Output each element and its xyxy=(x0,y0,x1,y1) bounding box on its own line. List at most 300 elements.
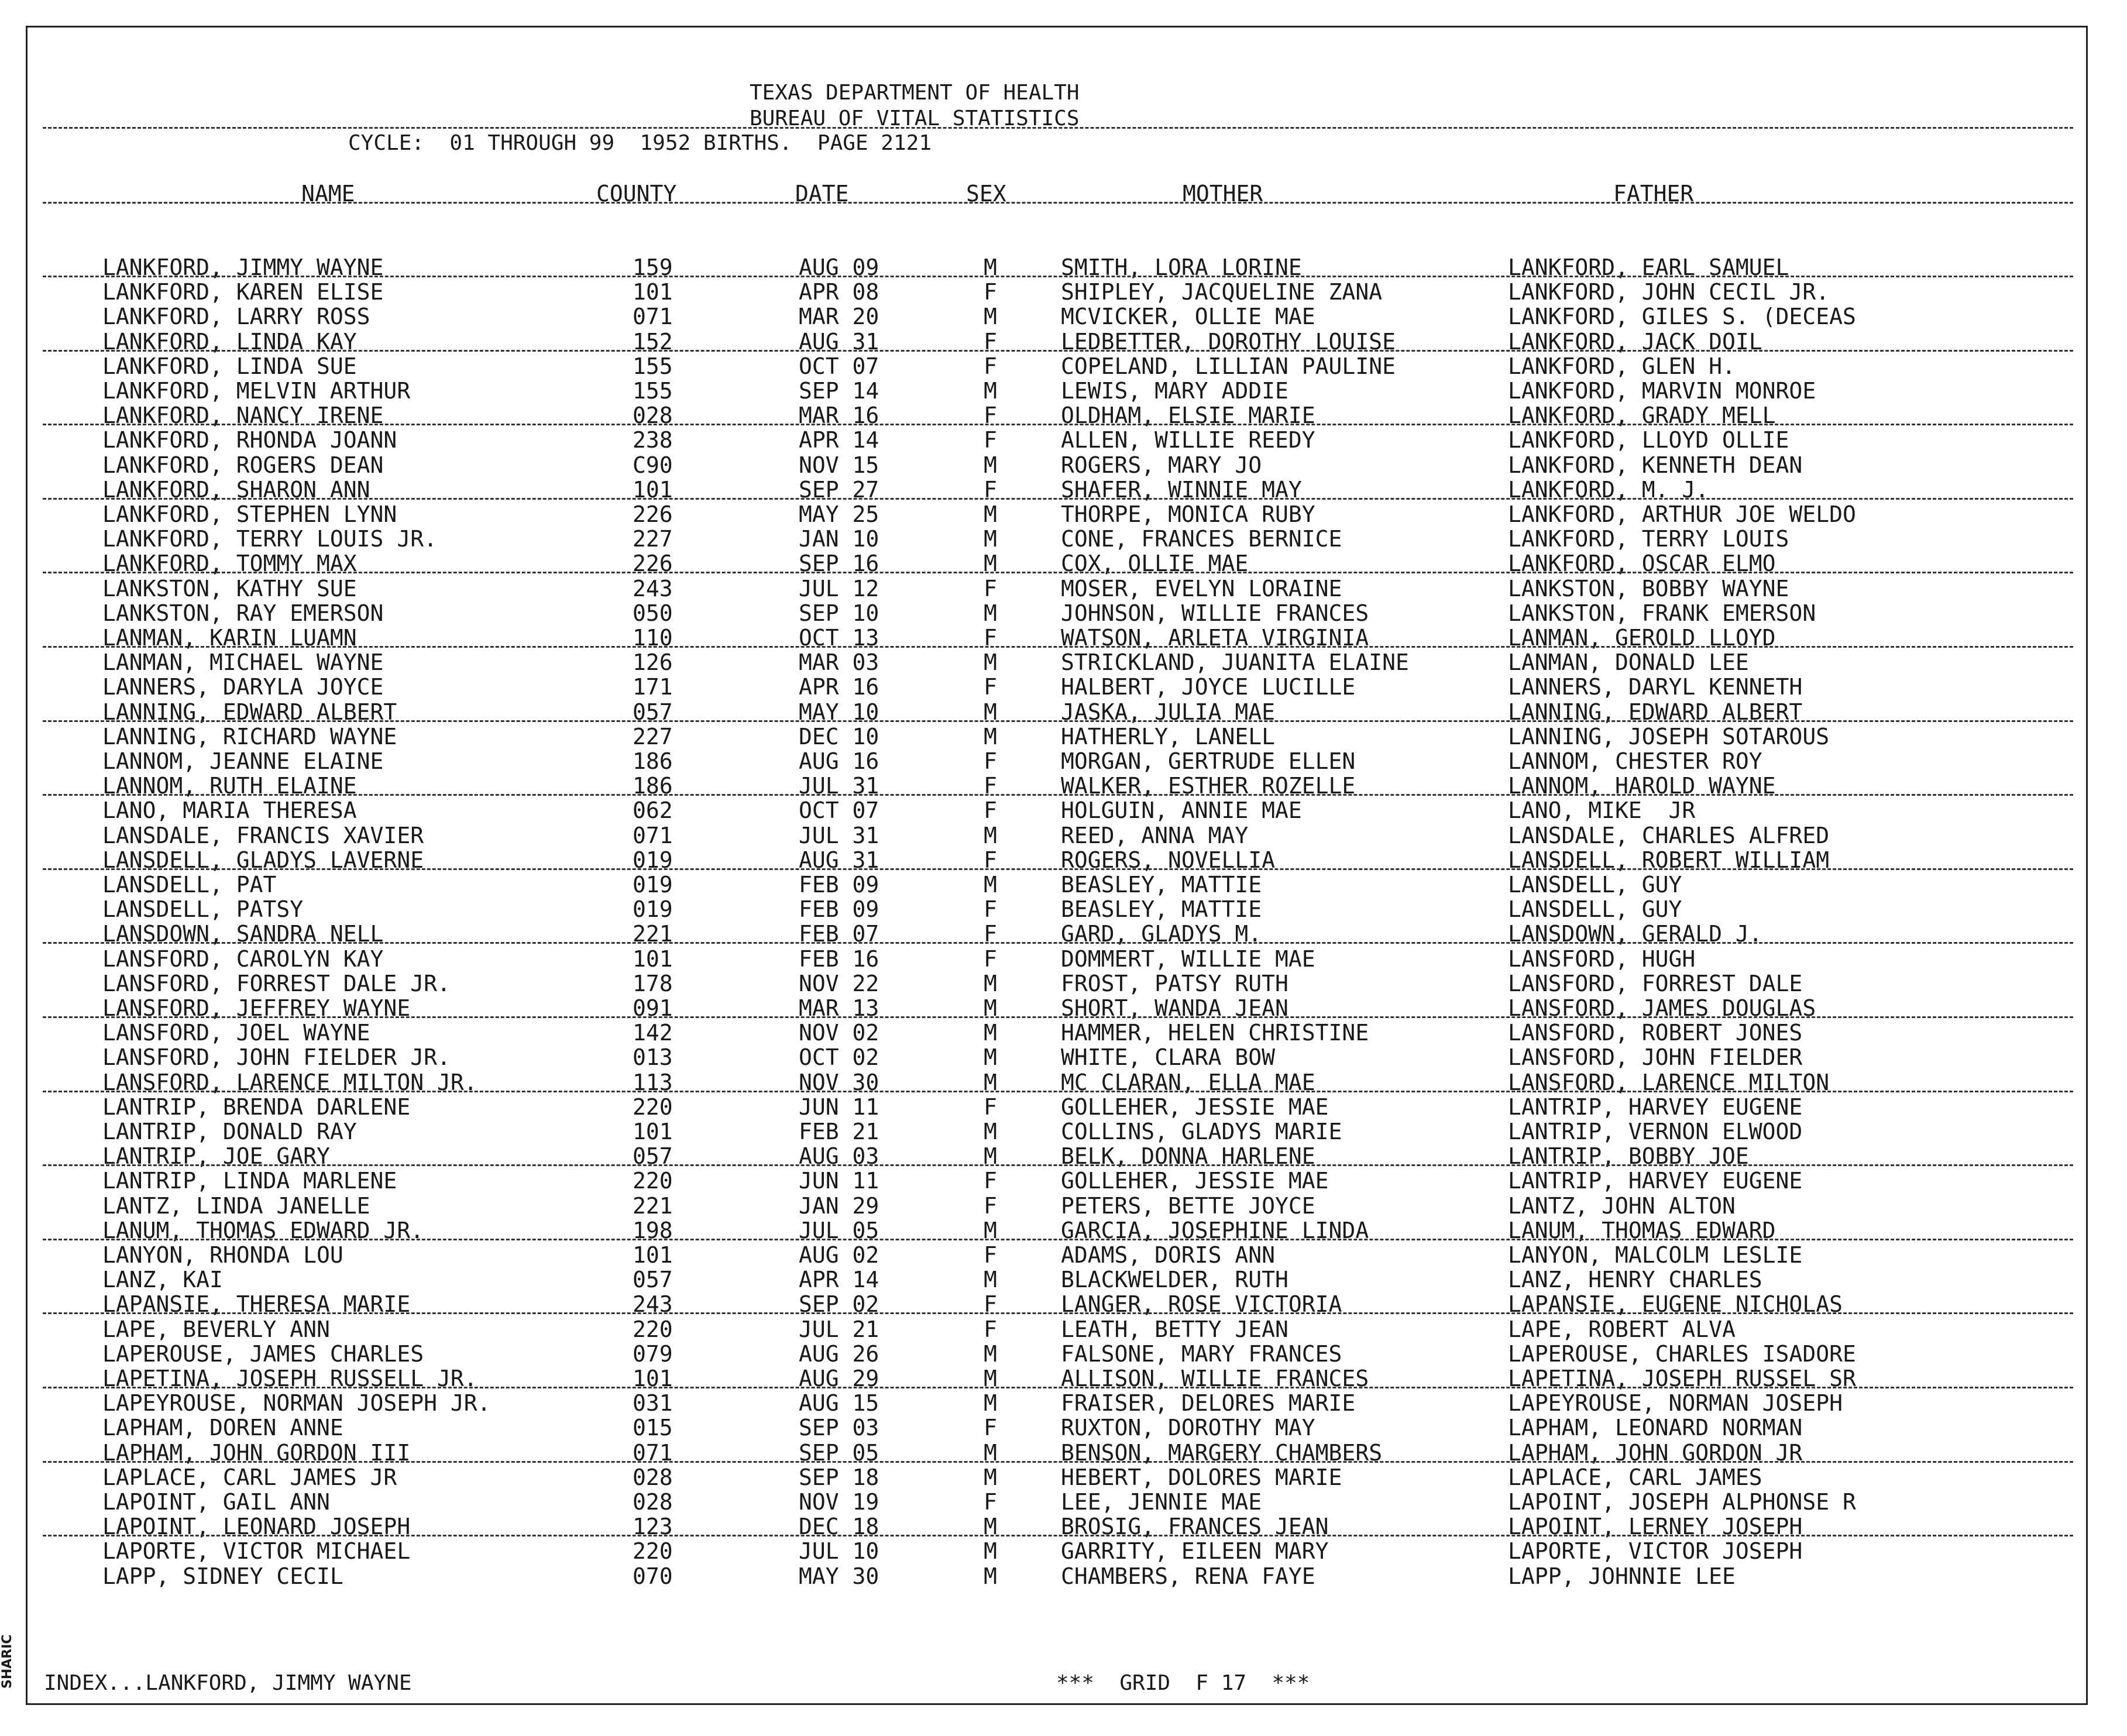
col-header-county: COUNTY xyxy=(596,181,677,207)
cell-sex: M xyxy=(984,724,997,750)
cell-county: 057 xyxy=(633,1143,673,1169)
cell-mother: DOMMERT, WILLIE MAE xyxy=(1061,946,1315,972)
cell-name: LANTZ, LINDA JANELLE xyxy=(102,1193,370,1219)
cell-sex: M xyxy=(984,995,997,1021)
cell-sex: F xyxy=(984,1168,997,1194)
cell-sex: M xyxy=(984,452,997,478)
cell-county: 019 xyxy=(633,896,673,922)
cell-mother: STRICKLAND, JUANITA ELAINE xyxy=(1061,649,1409,675)
cell-name: LANTRIP, JOE GARY xyxy=(102,1143,330,1169)
cell-sex: M xyxy=(984,649,997,675)
cell-father: LANKFORD, GRADY MELL xyxy=(1508,403,1776,428)
cell-county: 221 xyxy=(633,1193,673,1219)
cell-name: LANTRIP, DONALD RAY xyxy=(102,1119,357,1144)
cell-father: LANKFORD, M. J. xyxy=(1508,477,1709,503)
footer-index: INDEX...LANKFORD, JIMMY WAYNE xyxy=(44,1671,412,1695)
cell-name: LANKFORD, RHONDA JOANN xyxy=(102,427,397,453)
cell-name: LANNOM, JEANNE ELAINE xyxy=(102,748,384,774)
cell-mother: BELK, DONNA HARLENE xyxy=(1061,1143,1315,1169)
cell-father: LANSFORD, HUGH xyxy=(1508,946,1696,972)
cell-date: SEP 18 xyxy=(799,1465,879,1490)
cell-name: LANSDALE, FRANCIS XAVIER xyxy=(102,823,424,848)
cell-sex: F xyxy=(984,427,997,453)
cell-father: LAPANSIE, EUGENE NICHOLAS xyxy=(1508,1291,1843,1317)
cell-sex: M xyxy=(984,1070,997,1095)
cell-mother: SHORT, WANDA JEAN xyxy=(1061,995,1288,1021)
cell-county: 221 xyxy=(633,921,673,947)
table-row xyxy=(28,1489,2086,1514)
cell-father: LANTRIP, HARVEY EUGENE xyxy=(1508,1168,1803,1194)
cell-date: JAN 29 xyxy=(799,1193,879,1219)
cell-father: LANKFORD, JOHN CECIL JR. xyxy=(1508,279,1830,305)
cell-sex: F xyxy=(984,797,997,823)
table-row xyxy=(28,946,2086,971)
cell-date: FEB 09 xyxy=(799,896,879,922)
cell-date: FEB 07 xyxy=(799,921,879,947)
cell-county: 019 xyxy=(633,872,673,898)
cell-sex: F xyxy=(984,946,997,972)
cell-father: LANNING, EDWARD ALBERT xyxy=(1508,699,1803,725)
table-row xyxy=(28,872,2086,896)
cell-name: LANSFORD, JEFFREY WAYNE xyxy=(102,995,411,1021)
cell-mother: SHAFER, WINNIE MAY xyxy=(1061,477,1302,503)
cell-county: 013 xyxy=(633,1044,673,1070)
cell-mother: BLACKWELDER, RUTH xyxy=(1061,1267,1288,1292)
cell-sex: M xyxy=(984,501,997,527)
cell-sex: F xyxy=(984,896,997,922)
cell-sex: M xyxy=(984,1020,997,1046)
cell-name: LANKSTON, KATHY SUE xyxy=(102,576,357,601)
cell-date: MAY 25 xyxy=(799,501,879,527)
cell-name: LANNING, EDWARD ALBERT xyxy=(102,699,397,725)
cell-mother: ALLISON, WILLIE FRANCES xyxy=(1061,1366,1369,1391)
cell-mother: JASKA, JULIA MAE xyxy=(1061,699,1276,725)
col-header-name: NAME xyxy=(301,181,355,207)
cell-county: 220 xyxy=(633,1316,673,1342)
cell-mother: GOLLEHER, JESSIE MAE xyxy=(1061,1168,1329,1194)
cell-sex: F xyxy=(984,921,997,947)
cell-father: LANKFORD, MARVIN MONROE xyxy=(1508,378,1816,404)
cell-county: 155 xyxy=(633,353,673,379)
row-separator-rule xyxy=(43,424,2073,425)
cell-sex: F xyxy=(984,1242,997,1268)
cell-mother: THORPE, MONICA RUBY xyxy=(1061,501,1315,527)
cell-mother: GARD, GLADYS M. xyxy=(1061,921,1262,947)
cell-mother: MORGAN, GERTRUDE ELLEN xyxy=(1061,748,1356,774)
table-row xyxy=(28,576,2086,600)
cell-father: LANKSTON, BOBBY WAYNE xyxy=(1508,576,1789,601)
cell-father: LANKFORD, GILES S. (DECEAS xyxy=(1508,304,1856,329)
cell-sex: F xyxy=(984,1291,997,1317)
cell-date: AUG 15 xyxy=(799,1390,879,1416)
cell-father: LANMAN, DONALD LEE xyxy=(1508,649,1749,675)
cell-date: DEC 18 xyxy=(799,1514,879,1539)
table-row xyxy=(28,1193,2086,1218)
cell-father: LANKFORD, OSCAR ELMO xyxy=(1508,551,1776,576)
cell-mother: PETERS, BETTE JOYCE xyxy=(1061,1193,1315,1219)
cell-sex: F xyxy=(984,353,997,379)
cell-name: LANNOM, RUTH ELAINE xyxy=(102,773,357,799)
cell-father: LAPE, ROBERT ALVA xyxy=(1508,1316,1736,1342)
cell-county: 101 xyxy=(633,279,673,305)
cell-name: LANYON, RHONDA LOU xyxy=(102,1242,343,1268)
cell-sex: M xyxy=(984,378,997,404)
cell-mother: HATHERLY, LANELL xyxy=(1061,724,1276,750)
row-separator-rule xyxy=(43,276,2073,277)
cell-name: LAPHAM, DOREN ANNE xyxy=(102,1415,343,1441)
table-row xyxy=(28,649,2086,674)
cell-date: NOV 02 xyxy=(799,1020,879,1046)
cell-father: LANKFORD, TERRY LOUIS xyxy=(1508,526,1789,552)
cell-father: LAPLACE, CARL JAMES xyxy=(1508,1465,1762,1490)
cell-sex: M xyxy=(984,1341,997,1367)
cell-date: MAR 20 xyxy=(799,304,879,329)
table-row xyxy=(28,1390,2086,1415)
table-row xyxy=(28,674,2086,699)
cell-mother: REED, ANNA MAY xyxy=(1061,823,1249,848)
table-row xyxy=(28,1341,2086,1366)
cell-date: NOV 22 xyxy=(799,971,879,996)
col-header-father: FATHER xyxy=(1613,181,1694,207)
cell-mother: ROGERS, MARY JO xyxy=(1061,452,1262,478)
cell-date: MAY 10 xyxy=(799,699,879,725)
cell-sex: M xyxy=(984,304,997,329)
cell-sex: M xyxy=(984,1143,997,1169)
cell-date: OCT 07 xyxy=(799,797,879,823)
cell-county: 178 xyxy=(633,971,673,996)
cell-county: 057 xyxy=(633,699,673,725)
cell-county: 186 xyxy=(633,748,673,774)
cell-mother: BENSON, MARGERY CHAMBERS xyxy=(1061,1440,1383,1466)
cell-name: LANSDELL, PAT xyxy=(102,872,277,898)
cell-county: 071 xyxy=(633,823,673,848)
cell-county: 101 xyxy=(633,1366,673,1391)
cell-date: MAR 03 xyxy=(799,649,879,675)
cell-name: LAPEROUSE, JAMES CHARLES xyxy=(102,1341,424,1367)
cell-date: OCT 07 xyxy=(799,353,879,379)
cell-sex: M xyxy=(984,1390,997,1416)
cell-date: SEP 02 xyxy=(799,1291,879,1317)
cell-name: LANTRIP, LINDA MARLENE xyxy=(102,1168,397,1194)
cell-date: MAY 30 xyxy=(799,1563,879,1589)
cell-name: LANO, MARIA THERESA xyxy=(102,797,357,823)
bureau-title: BUREAU OF VITAL STATISTICS xyxy=(750,106,1080,130)
cell-father: LANSDELL, GUY xyxy=(1508,896,1682,922)
cell-county: 019 xyxy=(633,847,673,873)
cell-mother: OLDHAM, ELSIE MARIE xyxy=(1061,403,1315,428)
cell-mother: CHAMBERS, RENA FAYE xyxy=(1061,1563,1315,1589)
cell-mother: GARRITY, EILEEN MARY xyxy=(1061,1538,1329,1564)
cell-mother: BEASLEY, MATTIE xyxy=(1061,896,1262,922)
cell-county: 186 xyxy=(633,773,673,799)
cell-father: LANSFORD, JAMES DOUGLAS xyxy=(1508,995,1816,1021)
cell-county: 198 xyxy=(633,1218,673,1243)
table-row xyxy=(28,971,2086,995)
cell-name: LANKFORD, NANCY IRENE xyxy=(102,403,384,428)
cell-name: LAPLACE, CARL JAMES JR xyxy=(102,1465,397,1490)
cell-date: AUG 31 xyxy=(799,329,879,355)
cell-date: NOV 15 xyxy=(799,452,879,478)
cell-name: LAPORTE, VICTOR MICHAEL xyxy=(102,1538,411,1564)
cell-date: FEB 09 xyxy=(799,872,879,898)
cell-county: 028 xyxy=(633,403,673,428)
cell-sex: M xyxy=(984,1563,997,1589)
cell-mother: ROGERS, NOVELLIA xyxy=(1061,847,1276,873)
cell-mother: LEWIS, MARY ADDIE xyxy=(1061,378,1288,404)
cell-county: 028 xyxy=(633,1489,673,1515)
cell-date: JUN 11 xyxy=(799,1094,879,1120)
cell-sex: F xyxy=(984,625,997,651)
cell-name: LANSDOWN, SANDRA NELL xyxy=(102,921,384,947)
cell-father: LAPOINT, JOSEPH ALPHONSE R xyxy=(1508,1489,1856,1515)
cell-county: 110 xyxy=(633,625,673,651)
cell-county: 113 xyxy=(633,1070,673,1095)
cell-sex: M xyxy=(984,1465,997,1490)
cell-father: LANNOM, HAROLD WAYNE xyxy=(1508,773,1776,799)
cell-county: 057 xyxy=(633,1267,673,1292)
cell-father: LANSDELL, ROBERT WILLIAM xyxy=(1508,847,1830,873)
cell-sex: M xyxy=(984,1440,997,1466)
row-separator-rule xyxy=(43,646,2073,648)
cell-father: LAPEROUSE, CHARLES ISADORE xyxy=(1508,1341,1856,1367)
cell-father: LANZ, HENRY CHARLES xyxy=(1508,1267,1762,1292)
cell-name: LANKFORD, LARRY ROSS xyxy=(102,304,370,329)
cell-county: 062 xyxy=(633,797,673,823)
cell-county: 101 xyxy=(633,1119,673,1144)
cell-name: LANSFORD, JOEL WAYNE xyxy=(102,1020,370,1046)
cell-mother: WATSON, ARLETA VIRGINIA xyxy=(1061,625,1369,651)
cell-date: JUL 10 xyxy=(799,1538,879,1564)
cell-mother: MOSER, EVELYN LORAINE xyxy=(1061,576,1342,601)
cell-mother: SMITH, LORA LORINE xyxy=(1061,255,1302,280)
cell-mother: FROST, PATSY RUTH xyxy=(1061,971,1288,996)
table-row xyxy=(28,1094,2086,1119)
cell-father: LANNERS, DARYL KENNETH xyxy=(1508,674,1803,700)
cell-date: JAN 10 xyxy=(799,526,879,552)
table-row xyxy=(28,1168,2086,1192)
cell-date: NOV 30 xyxy=(799,1070,879,1095)
row-separator-rule xyxy=(43,720,2073,722)
table-row xyxy=(28,1465,2086,1489)
row-separator-rule xyxy=(43,350,2073,352)
cell-county: 243 xyxy=(633,576,673,601)
table-row xyxy=(28,279,2086,304)
cell-name: LAPHAM, JOHN GORDON III xyxy=(102,1440,411,1466)
table-row xyxy=(28,378,2086,403)
cell-name: LANSDELL, GLADYS LAVERNE xyxy=(102,847,424,873)
cell-name: LANKSTON, RAY EMERSON xyxy=(102,600,384,626)
cell-date: AUG 02 xyxy=(799,1242,879,1268)
cell-mother: SHIPLEY, JACQUELINE ZANA xyxy=(1061,279,1383,305)
cell-father: LAPOINT, LERNEY JOSEPH xyxy=(1508,1514,1803,1539)
header-rule-2 xyxy=(43,202,2073,204)
cell-name: LANKFORD, LINDA KAY xyxy=(102,329,357,355)
cell-name: LAPEYROUSE, NORMAN JOSEPH JR. xyxy=(102,1390,491,1416)
cell-father: LANKFORD, ARTHUR JOE WELDO xyxy=(1508,501,1856,527)
cell-sex: M xyxy=(984,1044,997,1070)
cell-name: LANKFORD, STEPHEN LYNN xyxy=(102,501,397,527)
row-separator-rule xyxy=(43,794,2073,796)
cell-sex: M xyxy=(984,872,997,898)
table-row xyxy=(28,1267,2086,1291)
cell-name: LANMAN, KARIN LUAMN xyxy=(102,625,357,651)
table-row xyxy=(28,427,2086,452)
cell-date: JUL 31 xyxy=(799,773,879,799)
cell-sex: F xyxy=(984,329,997,355)
row-separator-rule xyxy=(43,1239,2073,1240)
cell-father: LANKFORD, KENNETH DEAN xyxy=(1508,452,1803,478)
cell-date: AUG 09 xyxy=(799,255,879,280)
cell-date: FEB 21 xyxy=(799,1119,879,1144)
cell-father: LANSFORD, ROBERT JONES xyxy=(1508,1020,1803,1046)
cell-mother: BROSIG, FRANCES JEAN xyxy=(1061,1514,1329,1539)
cell-mother: ALLEN, WILLIE REEDY xyxy=(1061,427,1315,453)
cycle-line: CYCLE: 01 THROUGH 99 1952 BIRTHS. PAGE 2121 xyxy=(348,131,932,155)
cell-county: 031 xyxy=(633,1390,673,1416)
cell-mother: BEASLEY, MATTIE xyxy=(1061,872,1262,898)
cell-father: LAPP, JOHNNIE LEE xyxy=(1508,1563,1736,1589)
row-separator-rule xyxy=(43,1164,2073,1166)
cell-date: JUL 05 xyxy=(799,1218,879,1243)
cell-father: LANTRIP, VERNON ELWOOD xyxy=(1508,1119,1803,1144)
cell-name: LANKFORD, KAREN ELISE xyxy=(102,279,384,305)
row-separator-rule xyxy=(43,868,2073,870)
cell-county: 227 xyxy=(633,724,673,750)
cell-date: AUG 31 xyxy=(799,847,879,873)
table-row xyxy=(28,1415,2086,1439)
cell-name: LANSFORD, JOHN FIELDER JR. xyxy=(102,1044,451,1070)
cell-county: 028 xyxy=(633,1465,673,1490)
cell-county: 220 xyxy=(633,1168,673,1194)
cell-date: JUL 21 xyxy=(799,1316,879,1342)
cell-name: LANKFORD, SHARON ANN xyxy=(102,477,370,503)
cell-county: 226 xyxy=(633,501,673,527)
cell-sex: F xyxy=(984,1415,997,1441)
cell-name: LAPETINA, JOSEPH RUSSELL JR. xyxy=(102,1366,477,1391)
printout-frame xyxy=(26,26,2088,1705)
cell-mother: RUXTON, DOROTHY MAY xyxy=(1061,1415,1315,1441)
cell-name: LAPE, BEVERLY ANN xyxy=(102,1316,330,1342)
cell-mother: LEE, JENNIE MAE xyxy=(1061,1489,1262,1515)
cell-mother: WHITE, CLARA BOW xyxy=(1061,1044,1276,1070)
cell-sex: F xyxy=(984,1489,997,1515)
cell-mother: COPELAND, LILLIAN PAULINE xyxy=(1061,353,1396,379)
cell-sex: M xyxy=(984,823,997,848)
cell-father: LANUM, THOMAS EDWARD xyxy=(1508,1218,1776,1243)
cell-date: SEP 14 xyxy=(799,378,879,404)
cell-mother: WALKER, ESTHER ROZELLE xyxy=(1061,773,1356,799)
cell-mother: FALSONE, MARY FRANCES xyxy=(1061,1341,1342,1367)
table-row xyxy=(28,501,2086,526)
cell-county: 126 xyxy=(633,649,673,675)
cell-father: LANSFORD, FORREST DALE xyxy=(1508,971,1803,996)
cell-date: APR 08 xyxy=(799,279,879,305)
cell-county: C90 xyxy=(633,452,673,478)
cell-sex: M xyxy=(984,1514,997,1539)
cell-father: LANSDELL, GUY xyxy=(1508,872,1682,898)
cell-sex: M xyxy=(984,971,997,996)
cell-sex: F xyxy=(984,674,997,700)
cell-mother: FRAISER, DELORES MARIE xyxy=(1061,1390,1356,1416)
table-row xyxy=(28,1242,2086,1267)
cell-date: NOV 19 xyxy=(799,1489,879,1515)
cell-date: JUN 11 xyxy=(799,1168,879,1194)
table-row xyxy=(28,304,2086,328)
cell-name: LAPOINT, GAIL ANN xyxy=(102,1489,330,1515)
table-row xyxy=(28,1538,2086,1563)
row-separator-rule xyxy=(43,498,2073,500)
cell-mother: GOLLEHER, JESSIE MAE xyxy=(1061,1094,1329,1120)
side-stamp: SHARIC xyxy=(0,1634,15,1689)
table-row xyxy=(28,896,2086,921)
table-row xyxy=(28,452,2086,477)
row-separator-rule xyxy=(43,1016,2073,1018)
cell-name: LANKFORD, MELVIN ARTHUR xyxy=(102,378,411,404)
cell-sex: M xyxy=(984,600,997,626)
cell-mother: LEDBETTER, DOROTHY LOUISE xyxy=(1061,329,1396,355)
table-row xyxy=(28,748,2086,773)
cell-name: LANZ, KAI xyxy=(102,1267,223,1292)
header-rule-1 xyxy=(43,127,2073,129)
cell-county: 171 xyxy=(633,674,673,700)
cell-name: LANUM, THOMAS EDWARD JR. xyxy=(102,1218,424,1243)
cell-sex: F xyxy=(984,403,997,428)
row-separator-rule xyxy=(43,1312,2073,1314)
cell-sex: M xyxy=(984,526,997,552)
row-separator-rule xyxy=(43,572,2073,573)
table-row xyxy=(28,1119,2086,1143)
cell-name: LANNING, RICHARD WAYNE xyxy=(102,724,397,750)
table-row xyxy=(28,1316,2086,1341)
cell-date: AUG 03 xyxy=(799,1143,879,1169)
cell-father: LANTRIP, BOBBY JOE xyxy=(1508,1143,1749,1169)
table-row xyxy=(28,797,2086,822)
cell-sex: F xyxy=(984,773,997,799)
cell-name: LAPP, SIDNEY CECIL xyxy=(102,1563,343,1589)
cell-mother: ADAMS, DORIS ANN xyxy=(1061,1242,1276,1268)
cell-father: LANSFORD, JOHN FIELDER xyxy=(1508,1044,1803,1070)
cell-date: AUG 29 xyxy=(799,1366,879,1391)
cell-mother: LEATH, BETTY JEAN xyxy=(1061,1316,1288,1342)
cell-mother: HAMMER, HELEN CHRISTINE xyxy=(1061,1020,1369,1046)
cell-name: LAPANSIE, THERESA MARIE xyxy=(102,1291,411,1317)
cell-county: 159 xyxy=(633,255,673,280)
cell-date: MAR 13 xyxy=(799,995,879,1021)
cell-mother: HEBERT, DOLORES MARIE xyxy=(1061,1465,1342,1490)
table-row xyxy=(28,600,2086,625)
cell-date: APR 14 xyxy=(799,427,879,453)
cell-name: LANKFORD, ROGERS DEAN xyxy=(102,452,384,478)
cell-date: SEP 16 xyxy=(799,551,879,576)
cell-name: LANKFORD, LINDA SUE xyxy=(102,353,357,379)
cell-date: MAR 16 xyxy=(799,403,879,428)
cell-county: 071 xyxy=(633,304,673,329)
cell-sex: M xyxy=(984,1366,997,1391)
cell-county: 220 xyxy=(633,1094,673,1120)
cell-name: LANSFORD, FORREST DALE JR. xyxy=(102,971,451,996)
cell-sex: M xyxy=(984,1119,997,1144)
cell-date: APR 14 xyxy=(799,1267,879,1292)
cell-father: LANKFORD, EARL SAMUEL xyxy=(1508,255,1789,280)
cell-name: LAPOINT, LEONARD JOSEPH xyxy=(102,1514,411,1539)
cell-mother: HOLGUIN, ANNIE MAE xyxy=(1061,797,1302,823)
cell-mother: JOHNSON, WILLIE FRANCES xyxy=(1061,600,1369,626)
table-row xyxy=(28,1020,2086,1044)
cell-county: 101 xyxy=(633,1242,673,1268)
cell-sex: F xyxy=(984,477,997,503)
cell-father: LANYON, MALCOLM LESLIE xyxy=(1508,1242,1803,1268)
cell-mother: MCVICKER, OLLIE MAE xyxy=(1061,304,1315,329)
